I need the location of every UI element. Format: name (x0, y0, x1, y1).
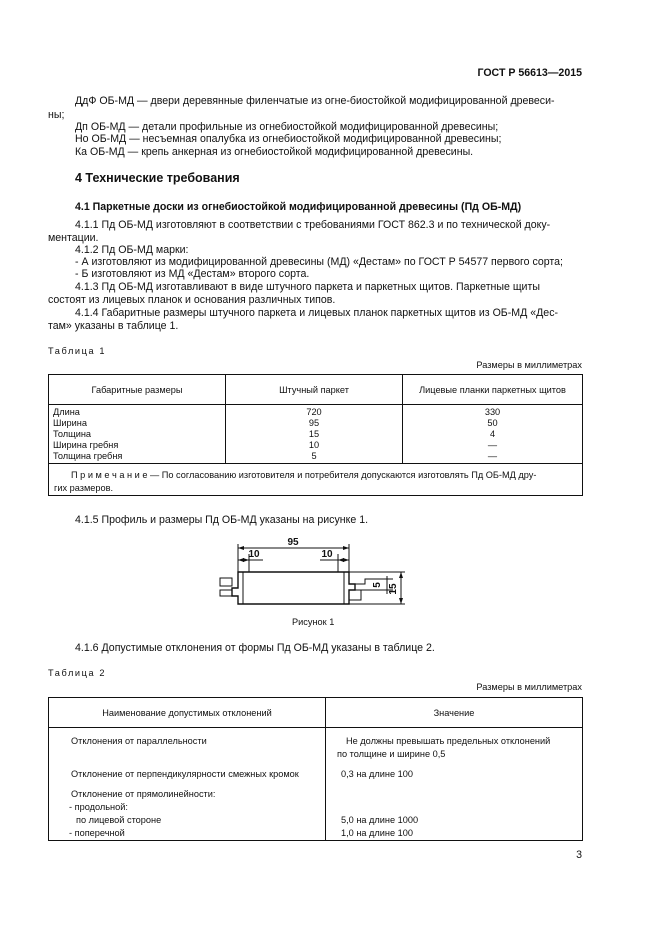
arrow (399, 598, 403, 604)
table2-row1-value-line2: по толщине и ширине 0,5 (337, 749, 446, 759)
table1-cell: 720 (306, 407, 322, 417)
table1-col-piece (226, 405, 403, 464)
para-4-1-6: 4.1.6 Допустимые отклонения от формы Пд ОБ-МД указаны в таблице 2. (75, 642, 435, 654)
table1-cell: 330 (484, 407, 501, 417)
definition-ka: Ка ОБ-МД — крепь анкерная из огнебиостойкой модифицированной древесины. (75, 146, 474, 158)
para-4-1-4: 4.1.4 Габаритные размеры штучного паркета и лицевых планок паркетных щитов из ОБ-МД «Дес- (75, 307, 559, 319)
table2-col-values (326, 728, 583, 841)
table1-cell: 10 (308, 440, 320, 450)
board-outline (232, 572, 355, 604)
table1-note-line2: гих размеров. (54, 483, 114, 493)
table2-row3-a: - продольной: (69, 802, 128, 812)
table2-col-names (49, 728, 326, 841)
para-4-1-5: 4.1.5 Профиль и размеры Пд ОБ-МД указаны на рисунке 1. (75, 514, 369, 526)
table1-cell: Ширина гребня (53, 440, 119, 450)
table1-cell: 15 (308, 429, 320, 439)
arrow (343, 546, 349, 550)
table2-row3-c: - поперечной (69, 828, 125, 838)
left-tongue (220, 578, 232, 586)
arrow (343, 558, 349, 562)
table2-row3-c-value: 1,0 на длине 100 (341, 828, 413, 838)
arrow (399, 572, 403, 578)
table1-cell: 95 (308, 418, 320, 428)
table1-cell: Толщина (53, 429, 92, 439)
table2-header-value: Значение (326, 698, 583, 728)
definition-no: Но ОБ-МД — несъемная опалубка из огнебиостойкой модифицированной древесины; (75, 133, 502, 145)
table1-cell: — (487, 451, 498, 461)
table1-caption: Таблица 1 (48, 346, 107, 356)
table2-row1-value-line1: Не должны превышать предельных отклонений (346, 736, 551, 746)
para-4-1-3-cont: состоят из лицевых планок и основания различных типов. (48, 294, 336, 306)
table2-row3-name: Отклонение от прямолинейности: (71, 789, 216, 799)
standard-designation: ГОСТ Р 56613—2015 (477, 67, 582, 79)
para-4-1-2: 4.1.2 Пд ОБ-МД марки: (75, 244, 189, 256)
table2-row3-b: по лицевой стороне (76, 815, 162, 825)
table2-header-name: Наименование допустимых отклонений (49, 698, 326, 728)
dim-label-tongue: 5 (372, 582, 383, 588)
table2 (48, 697, 583, 841)
section-title: 4 Технические требования (75, 171, 240, 185)
para-4-1-4-cont: там» указаны в таблице 1. (48, 320, 179, 332)
dim-label-thickness: 15 (388, 583, 399, 595)
table1 (48, 374, 583, 496)
subsection-title: 4.1 Паркетные доски из огнебиостойкой модифицированной древесины (Пд ОБ-МД) (75, 201, 522, 213)
table1-header-piece: Штучный паркет (226, 375, 403, 405)
table1-header-dimensions: Габаритные размеры (49, 375, 226, 405)
para-4-1-2-a: - А изготовляют из модифицированной древесины (МД) «Дестам» по ГОСТ Р 54577 первого сорта; (75, 256, 563, 268)
figure-caption: Рисунок 1 (292, 617, 335, 627)
table2-row2-value: 0,3 на длине 100 (341, 769, 413, 779)
page-number: 3 (576, 849, 582, 861)
definition-ddf: ДдФ ОБ-МД — двери деревянные филенчатые из огне-биостойкой модифицированной древеси- (75, 95, 555, 107)
dim-label-width: 95 (287, 537, 299, 548)
table2-row3-b-value: 5,0 на длине 1000 (341, 815, 419, 825)
table1-units: Размеры в миллиметрах (476, 360, 582, 370)
parquet-profile-figure (215, 532, 415, 612)
arrow (238, 546, 244, 550)
table1-header-planks: Лицевые планки паркетных щитов (403, 375, 583, 405)
table1-note (49, 464, 583, 496)
table1-cell: Длина (53, 407, 80, 417)
right-groove (349, 590, 361, 600)
table2-caption: Таблица 2 (48, 668, 107, 678)
para-4-1-1: 4.1.1 Пд ОБ-МД изготовляют в соответствии с требованиями ГОСТ 862.3 и по технической доку- (75, 219, 551, 231)
table2-row1-name: Отклонения от параллельности (71, 736, 207, 746)
table1-col-names (49, 405, 226, 464)
dim-label-left: 10 (248, 549, 260, 560)
definition-ddf-cont: ны; (48, 109, 65, 121)
table2-units: Размеры в миллиметрах (476, 682, 582, 692)
table1-cell: 5 (311, 451, 317, 461)
dim-label-right: 10 (321, 549, 333, 560)
para-4-1-1-cont: ментации. (48, 232, 99, 244)
para-4-1-2-b: - Б изготовляют из МД «Дестам» второго сорта. (75, 268, 310, 280)
definition-dp: Дп ОБ-МД — детали профильные из огнебиостойкой модифицированной древесины; (75, 121, 499, 133)
table1-cell: 4 (489, 429, 496, 439)
table1-cell: Толщина гребня (53, 451, 123, 461)
table2-row2-name: Отклонение от перпендикулярности смежных кромок (71, 769, 299, 779)
table1-note-line1: П р и м е ч а н и е — По согласованию изготовителя и потребителя допускаются изготовлять Пд ОБ-МД дру- (71, 470, 537, 480)
left-lip (220, 590, 232, 596)
table1-cell: Ширина (53, 418, 87, 428)
table1-cell: 50 (487, 418, 498, 428)
table1-col-planks (403, 405, 583, 464)
table1-cell: — (487, 440, 498, 450)
para-4-1-3: 4.1.3 Пд ОБ-МД изготавливают в виде штучного паркета и паркетных щитов. Паркетные щиты (75, 281, 540, 293)
